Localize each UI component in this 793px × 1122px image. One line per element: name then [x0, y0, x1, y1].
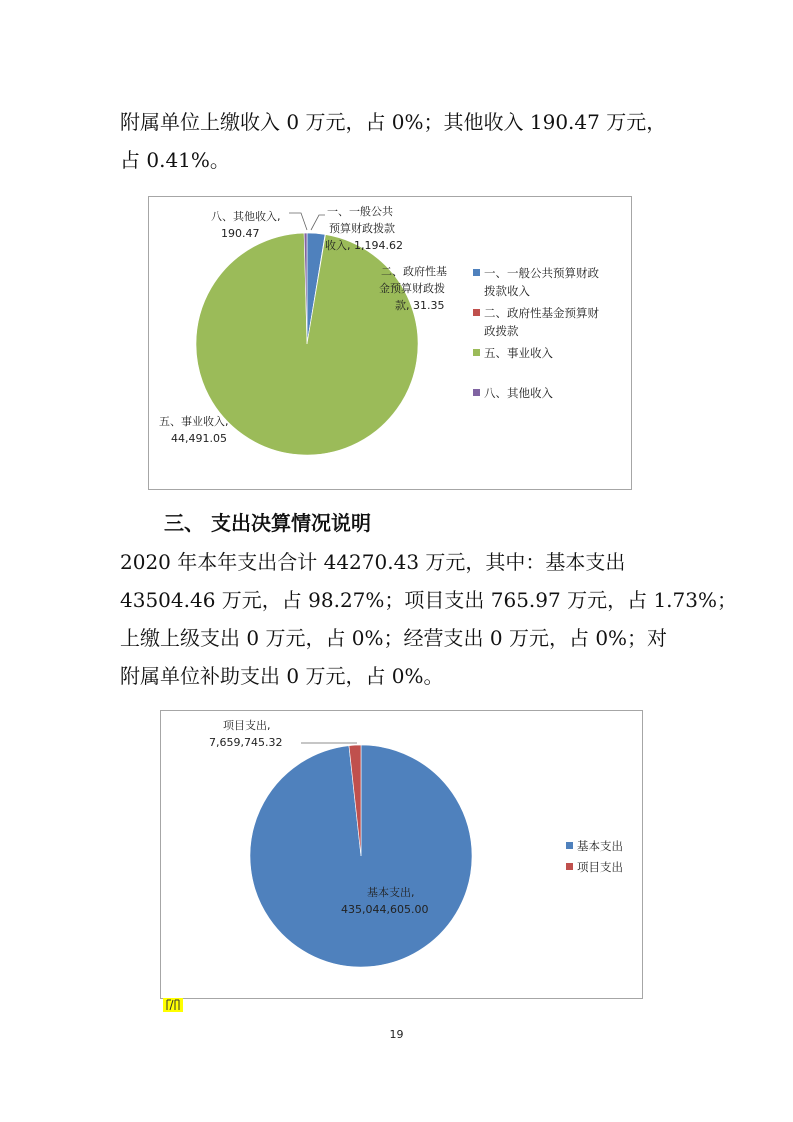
income-chart-legend	[473, 266, 603, 400]
text-line: 2020 年本年支出合计 44270.43 万元，其中：基本支出	[120, 550, 626, 574]
text-line: 43504.46 万元，占 98.27%；项目支出 765.97 万元，占 1.73%；	[120, 588, 737, 612]
highlighted-bracket-mark	[163, 998, 183, 1012]
bracket-mark-icon	[163, 998, 183, 1012]
data-label-other-income	[211, 209, 284, 240]
label-line: 八、其他收入,	[211, 210, 281, 223]
legend-swatch-government-fund	[473, 309, 480, 316]
leader-line-general-budget	[311, 215, 325, 230]
legend-item-government-fund	[484, 306, 603, 338]
text-line: 占 0.41%。	[120, 148, 230, 172]
label-line: 款, 31.35	[395, 299, 445, 312]
text-line: 附属单位补助支出 0 万元，占 0%。	[120, 664, 444, 688]
data-label-business-income	[159, 414, 232, 445]
text-line: 上缴上级支出 0 万元，占 0%；经营支出 0 万元，占 0%；对	[120, 626, 668, 650]
label-line: 190.47	[221, 227, 260, 240]
legend-swatch-business-income	[473, 349, 480, 356]
label-line: 435,044,605.00	[341, 903, 429, 916]
label-line: 7,659,745.32	[209, 736, 283, 749]
label-line: 44,491.05	[171, 432, 227, 445]
legend-item-general-budget	[484, 266, 603, 298]
legend-line: 拨款收入	[484, 284, 530, 298]
expenditure-pie-svg	[161, 711, 642, 998]
section-heading: 三、 支出决算情况说明	[164, 511, 371, 535]
label-line: 二、政府性基	[381, 265, 447, 278]
label-line: 金预算财政拨	[379, 282, 445, 295]
leader-line-other-income	[289, 213, 307, 230]
data-label-project-expense	[209, 718, 282, 749]
legend-swatch-basic-expense	[566, 842, 573, 849]
page-number: 19	[389, 1028, 404, 1041]
legend-item-business-income: 五、事业收入	[484, 346, 553, 360]
label-line: 预算财政拨款	[329, 222, 395, 235]
text-line: 附属单位上缴收入 0 万元，占 0%；其他收入 190.47 万元，	[120, 110, 667, 134]
label-line: 项目支出,	[223, 719, 271, 732]
legend-swatch-other-income	[473, 389, 480, 396]
legend-item-other-income: 八、其他收入	[484, 386, 553, 400]
expenditure-pie-chart	[160, 710, 643, 999]
data-label-general-budget	[325, 204, 403, 252]
income-pie-chart	[148, 196, 632, 490]
legend-item-project-expense: 项目支出	[577, 860, 623, 874]
label-line: 一、一般公共	[327, 205, 393, 218]
legend-line: 一、一般公共预算财政	[484, 266, 599, 280]
legend-line: 政拨款	[484, 324, 519, 338]
income-pie-svg	[149, 197, 631, 489]
label-line: 收入, 1,194.62	[325, 239, 403, 252]
legend-swatch-general-budget	[473, 269, 480, 276]
legend-item-basic-expense: 基本支出	[577, 839, 623, 853]
paragraph-expenditure-summary	[120, 543, 737, 695]
legend-line: 二、政府性基金预算财	[484, 306, 599, 320]
legend-swatch-project-expense	[566, 863, 573, 870]
label-line: 基本支出,	[367, 886, 415, 899]
expenditure-chart-legend	[566, 839, 623, 874]
paragraph-income-summary	[120, 103, 680, 179]
label-line: 五、事业收入,	[159, 415, 229, 428]
